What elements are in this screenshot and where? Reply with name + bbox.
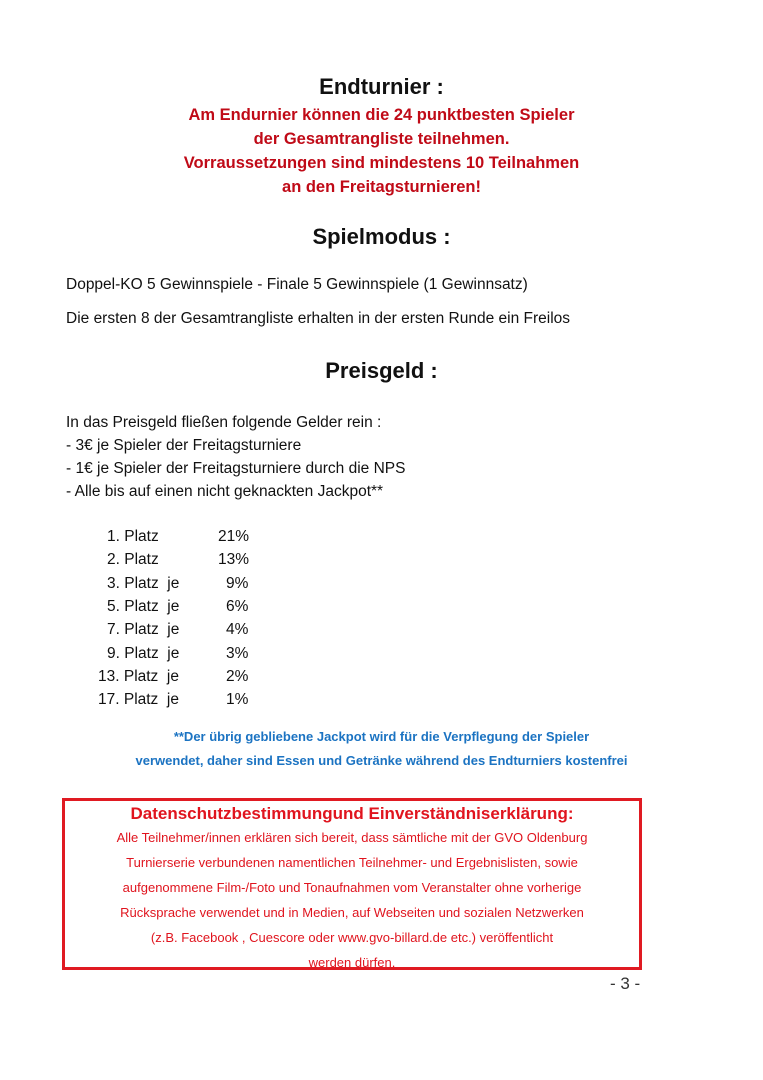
prize-place: 3. Platz je xyxy=(107,574,180,592)
prize-share: 2% xyxy=(226,667,249,685)
prize-row xyxy=(0,691,300,714)
endturnier-text xyxy=(0,103,763,199)
prize-row xyxy=(0,551,300,574)
datenschutz-line: Rücksprache verwendet und in Medien, auf Webseiten und sozialen Netzwerken xyxy=(120,905,584,920)
preisgeld-item: - Alle bis auf einen nicht geknackten Jackpot** xyxy=(66,483,384,500)
prize-place: 1. Platz xyxy=(107,528,159,545)
prize-place: 5. Platz je xyxy=(107,597,180,615)
prize-share: 13% xyxy=(218,551,250,569)
spielmodus-line: Die ersten 8 der Gesamtrangliste erhalten in der ersten Runde ein Freilos xyxy=(66,310,571,327)
datenschutz-line: aufgenommene Film-/Foto und Tonaufnahmen vom Veranstalter ohne vorherige xyxy=(122,880,582,895)
endturnier-line: Vorraussetzungen sind mindestens 10 Teilnahmen xyxy=(183,154,580,172)
spielmodus-heading: Spielmodus : xyxy=(312,224,451,249)
preisgeld-intro: In das Preisgeld fließen folgende Gelder rein : xyxy=(66,414,382,431)
prize-share: 9% xyxy=(226,574,249,592)
prize-row xyxy=(0,528,300,551)
endturnier-line: an den Freitagsturnieren! xyxy=(282,178,481,196)
jackpot-footnote-line: **Der übrig gebliebene Jackpot wird für die Verpflegung der Spieler xyxy=(173,729,590,744)
endturnier-line: der Gesamtrangliste teilnehmen. xyxy=(253,130,510,148)
spielmodus-line: Doppel-KO 5 Gewinnspiele - Finale 5 Gewinnspiele (1 Gewinnsatz) xyxy=(66,276,528,293)
datenschutz-box xyxy=(62,798,642,970)
endturnier-line: Am Endurnier können die 24 punktbesten Spieler xyxy=(188,106,575,124)
prize-place: 2. Platz xyxy=(107,551,159,569)
preisgeld-item: - 3€ je Spieler der Freitagsturniere xyxy=(66,437,302,454)
endturnier-heading: Endturnier : xyxy=(319,74,444,99)
prize-share: 3% xyxy=(226,644,249,662)
jackpot-footnote-line: verwendet, daher sind Essen und Getränke während des Endturniers kostenfrei xyxy=(135,753,628,768)
datenschutz-line: Alle Teilnehmer/innen erklären sich bereit, dass sämtliche mit der GVO Oldenburg xyxy=(116,830,588,845)
prize-row xyxy=(0,668,300,691)
prize-row xyxy=(0,621,300,644)
prize-place: 7. Platz je xyxy=(107,621,180,639)
prize-share: 6% xyxy=(226,597,249,615)
prize-row xyxy=(0,575,300,598)
page-number: - 3 - xyxy=(610,974,641,993)
prize-row xyxy=(0,598,300,621)
datenschutz-line: (z.B. Facebook , Cuescore oder www.gvo-billard.de etc.) veröffentlicht xyxy=(150,930,554,945)
prize-place: 9. Platz je xyxy=(107,644,180,662)
prize-share: 4% xyxy=(226,621,249,639)
prize-share: 21% xyxy=(218,528,250,545)
preisgeld-item: - 1€ je Spieler der Freitagsturniere durch die NPS xyxy=(66,460,406,477)
prize-share: 1% xyxy=(226,691,249,709)
prize-place: 13. Platz je xyxy=(98,667,179,685)
preisgeld-heading: Preisgeld : xyxy=(325,358,438,383)
prize-place: 17. Platz je xyxy=(98,691,179,709)
prize-row xyxy=(0,645,300,668)
preisgeld-sources xyxy=(66,411,405,503)
datenschutz-line: werden dürfen. xyxy=(308,955,396,970)
datenschutz-text xyxy=(65,825,639,975)
datenschutz-title: Datenschutzbestimmungund Einverständniserklärung: xyxy=(130,804,574,823)
datenschutz-line: Turnierserie verbundenen namentlichen Teilnehmer- und Ergebnislisten, sowie xyxy=(126,855,578,870)
